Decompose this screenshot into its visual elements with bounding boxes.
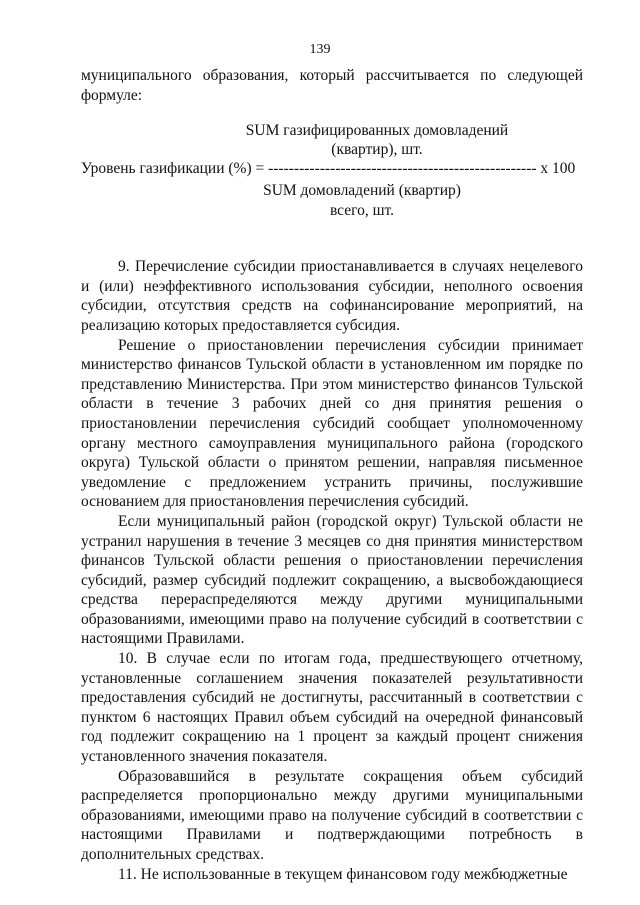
paragraph-11: 11. Не использованные в текущем финансовом году межбюджетные xyxy=(118,865,568,883)
gasification-formula xyxy=(81,121,583,233)
paragraph-suspension-decision: Решение о приостановлении перечисления субсидии принимает министерство финансов Тульской области в установленном им порядке по представлению Министерства. При этом министерство финансов Тульской области в течение 3 рабочих дней со дня принятия решения о приостановлении перечисления субсидий сообщает уполномоченному органу местного самоуправления муниципального района (городского округа) Тульской области о принятом решении, направляя письменное уведомление с предложением устранить причины, послужившие основанием для приостановления перечисления субсидий. xyxy=(81,336,583,511)
paragraph-redistribution: Образовавшийся в результате сокращения объем субсидий распределяется пропорционально между другими муниципальными образованиями, имеющими право на получение субсидий в соответствии с настоящими Правилами и подтверждающими потребность в дополнительных средствах. xyxy=(81,767,583,863)
paragraph-10: 10. В случае если по итогам года, предшествующего отчетному, установленные соглашением значения показателей результативности предоставления субсидий не достигнуты, рассчитанный в соответствии с пунктом 6 настоящих Правил объем субсидий на очередной финансовый год подлежит сокращению на 1 процент за каждый процент снижения установленного значения показателя. xyxy=(81,650,583,766)
formula-denominator-line-2: всего, шт. xyxy=(329,202,395,220)
formula-main-line: Уровень газификации (%) = ---------------------------------------------------- x 100 xyxy=(81,160,576,178)
paragraph-9: 9. Перечисление субсидии приостанавливается в случаях нецелевого и (или) неэффективного использования субсидии, неполного освоения субсидии, отсутствия средств на софинансирование мероприятий, на реализацию которых предоставляется субсидия. xyxy=(81,258,583,334)
document-body xyxy=(81,66,583,884)
formula-numerator-line-2: (квартир), шт. xyxy=(331,141,423,159)
page-number: 139 xyxy=(309,42,331,57)
intro-paragraph: муниципального образования, который рассчитывается по следующей формуле: xyxy=(81,67,583,104)
paragraph-reduction: Если муниципальный район (городской округ) Тульской области не устранил нарушения в течение 3 месяцев со дня принятия министерством финансов Тульской области решения о приостановлении перечисления субсидий, размер субсидий подлежит сокращению, а высвобождающиеся средства перераспределяются между другими муниципальными образованиями, имеющими право на получение субсидий в соответствии с настоящими Правилами. xyxy=(81,512,583,648)
formula-denominator-line-1: SUM домовладений (квартир) xyxy=(263,182,461,200)
formula-numerator-line-1: SUM газифицированных домовладений xyxy=(245,122,509,140)
